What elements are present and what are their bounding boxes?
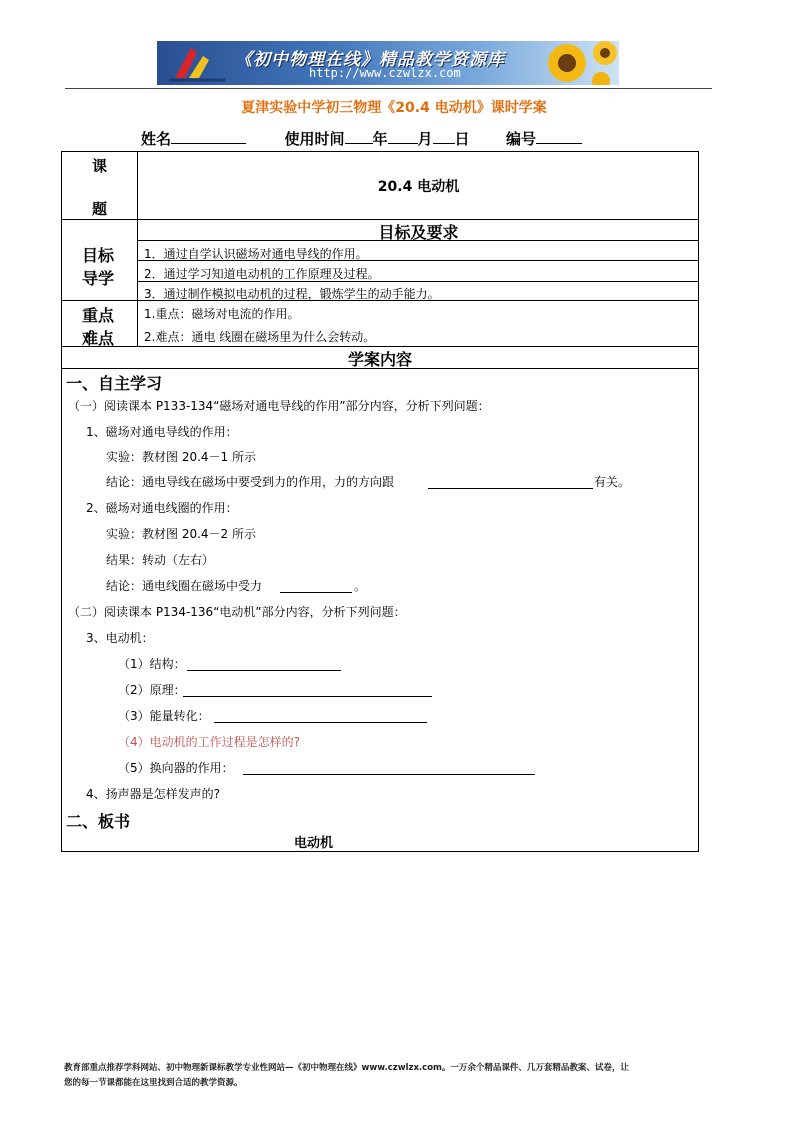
- section-1-heading: 一、自主学习: [66, 374, 163, 393]
- question-2-experiment: 实验：教材图 20.4－2 所示: [106, 527, 256, 541]
- answer-blank-structure[interactable]: [187, 670, 341, 671]
- question-3-process: （4）电动机的工作过程是怎样的?: [118, 735, 301, 749]
- question-1: 1、磁场对通电导线的作用：: [86, 425, 238, 439]
- answer-blank-energy[interactable]: [214, 722, 427, 723]
- number-label: 编号: [506, 130, 537, 148]
- difficult-point: 2.难点：通电 线圈在磁场里为什么会转动。: [144, 330, 376, 344]
- footer-line-2: 您的每一节课都能在这里找到合适的教学资源。: [64, 1078, 243, 1088]
- topic-value: 20.4 电动机: [377, 179, 460, 195]
- header-rule: [65, 88, 712, 89]
- question-2: 2、磁场对通电线圈的作用：: [86, 501, 238, 515]
- goal-item-2: 2．通过学习知道电动机的工作原理及过程。: [144, 267, 380, 281]
- question-3-structure: （1）结构：: [118, 657, 186, 671]
- content-header: 学案内容: [347, 350, 412, 369]
- question-2-conclusion: 结论：通电线圈在磁场中受力: [106, 579, 263, 593]
- time-label: 使用时间: [284, 130, 345, 148]
- answer-blank-commutator[interactable]: [243, 774, 535, 775]
- section-2-heading: 二、板书: [66, 812, 131, 831]
- banner-title: 《初中物理在线》精品教学资源库: [235, 50, 505, 70]
- student-info-line: [141, 128, 582, 149]
- year-blank[interactable]: [345, 129, 373, 144]
- part-1-text: （一）阅读课本 P133-134“磁场对通电导线的作用”部分内容，分析下列问题：: [68, 399, 490, 413]
- question-3-principle: （2）原理：: [118, 683, 186, 697]
- header-banner: [157, 41, 619, 85]
- goals-label-1: 目标: [82, 246, 115, 265]
- name-label: 姓名: [141, 130, 172, 148]
- number-blank[interactable]: [536, 129, 582, 144]
- footer-line-1: 教育部重点推荐学科网站、初中物理新课标教学专业性网站—《初中物理在线》www.czwlzx.com。一万余个精品课件、几万套精品教案、试卷，让: [64, 1063, 629, 1073]
- question-1-experiment: 实验：教材图 20.4－1 所示: [106, 450, 256, 464]
- topic-label-2: 题: [92, 200, 108, 218]
- topic-label-1: 课: [92, 157, 108, 175]
- answer-blank-principle[interactable]: [183, 696, 432, 697]
- part-2-text: （二）阅读课本 P134-136“电动机”部分内容，分析下列问题：: [68, 605, 406, 619]
- month-blank[interactable]: [388, 129, 418, 144]
- key-point: 1.重点：磁场对电流的作用。: [144, 307, 300, 321]
- question-1-conclusion-end: 有关。: [594, 475, 631, 489]
- question-2-conclusion-end: 。: [354, 579, 367, 593]
- sunflower-icon: [529, 41, 619, 85]
- board-title: 电动机: [294, 836, 334, 851]
- day-blank[interactable]: [433, 129, 455, 144]
- question-3-commutator: （5）换向器的作用：: [118, 761, 234, 775]
- question-3: 3、电动机：: [86, 631, 154, 645]
- question-4: 4、扬声器是怎样发声的?: [86, 787, 221, 801]
- goal-item-3: 3．通过制作模拟电动机的过程，锻炼学生的动手能力。: [144, 287, 440, 301]
- key-label-2: 难点: [82, 329, 115, 348]
- month-label: 月: [417, 130, 433, 148]
- question-2-result: 结果：转动（左右）: [106, 553, 215, 567]
- name-blank[interactable]: [171, 129, 246, 144]
- question-1-conclusion: 结论：通电导线在磁场中要受到力的作用，力的方向跟: [106, 475, 395, 489]
- year-label: 年: [372, 130, 388, 148]
- key-label-1: 重点: [82, 306, 115, 325]
- logo-icon: [165, 44, 229, 82]
- question-3-energy: （3）能量转化：: [118, 709, 210, 723]
- day-label: 日: [454, 130, 470, 148]
- goal-item-1: 1．通过自学认识磁场对通电导线的作用。: [144, 247, 368, 261]
- banner-url[interactable]: http://www.czwlzx.com: [309, 66, 461, 80]
- page-title: 夏津实验中学初三物理《20.4 电动机》课时学案: [241, 100, 547, 116]
- answer-blank-direction[interactable]: [428, 488, 593, 489]
- goals-label-2: 导学: [82, 269, 115, 288]
- goals-header: 目标及要求: [378, 223, 459, 242]
- answer-blank-force[interactable]: [280, 592, 352, 593]
